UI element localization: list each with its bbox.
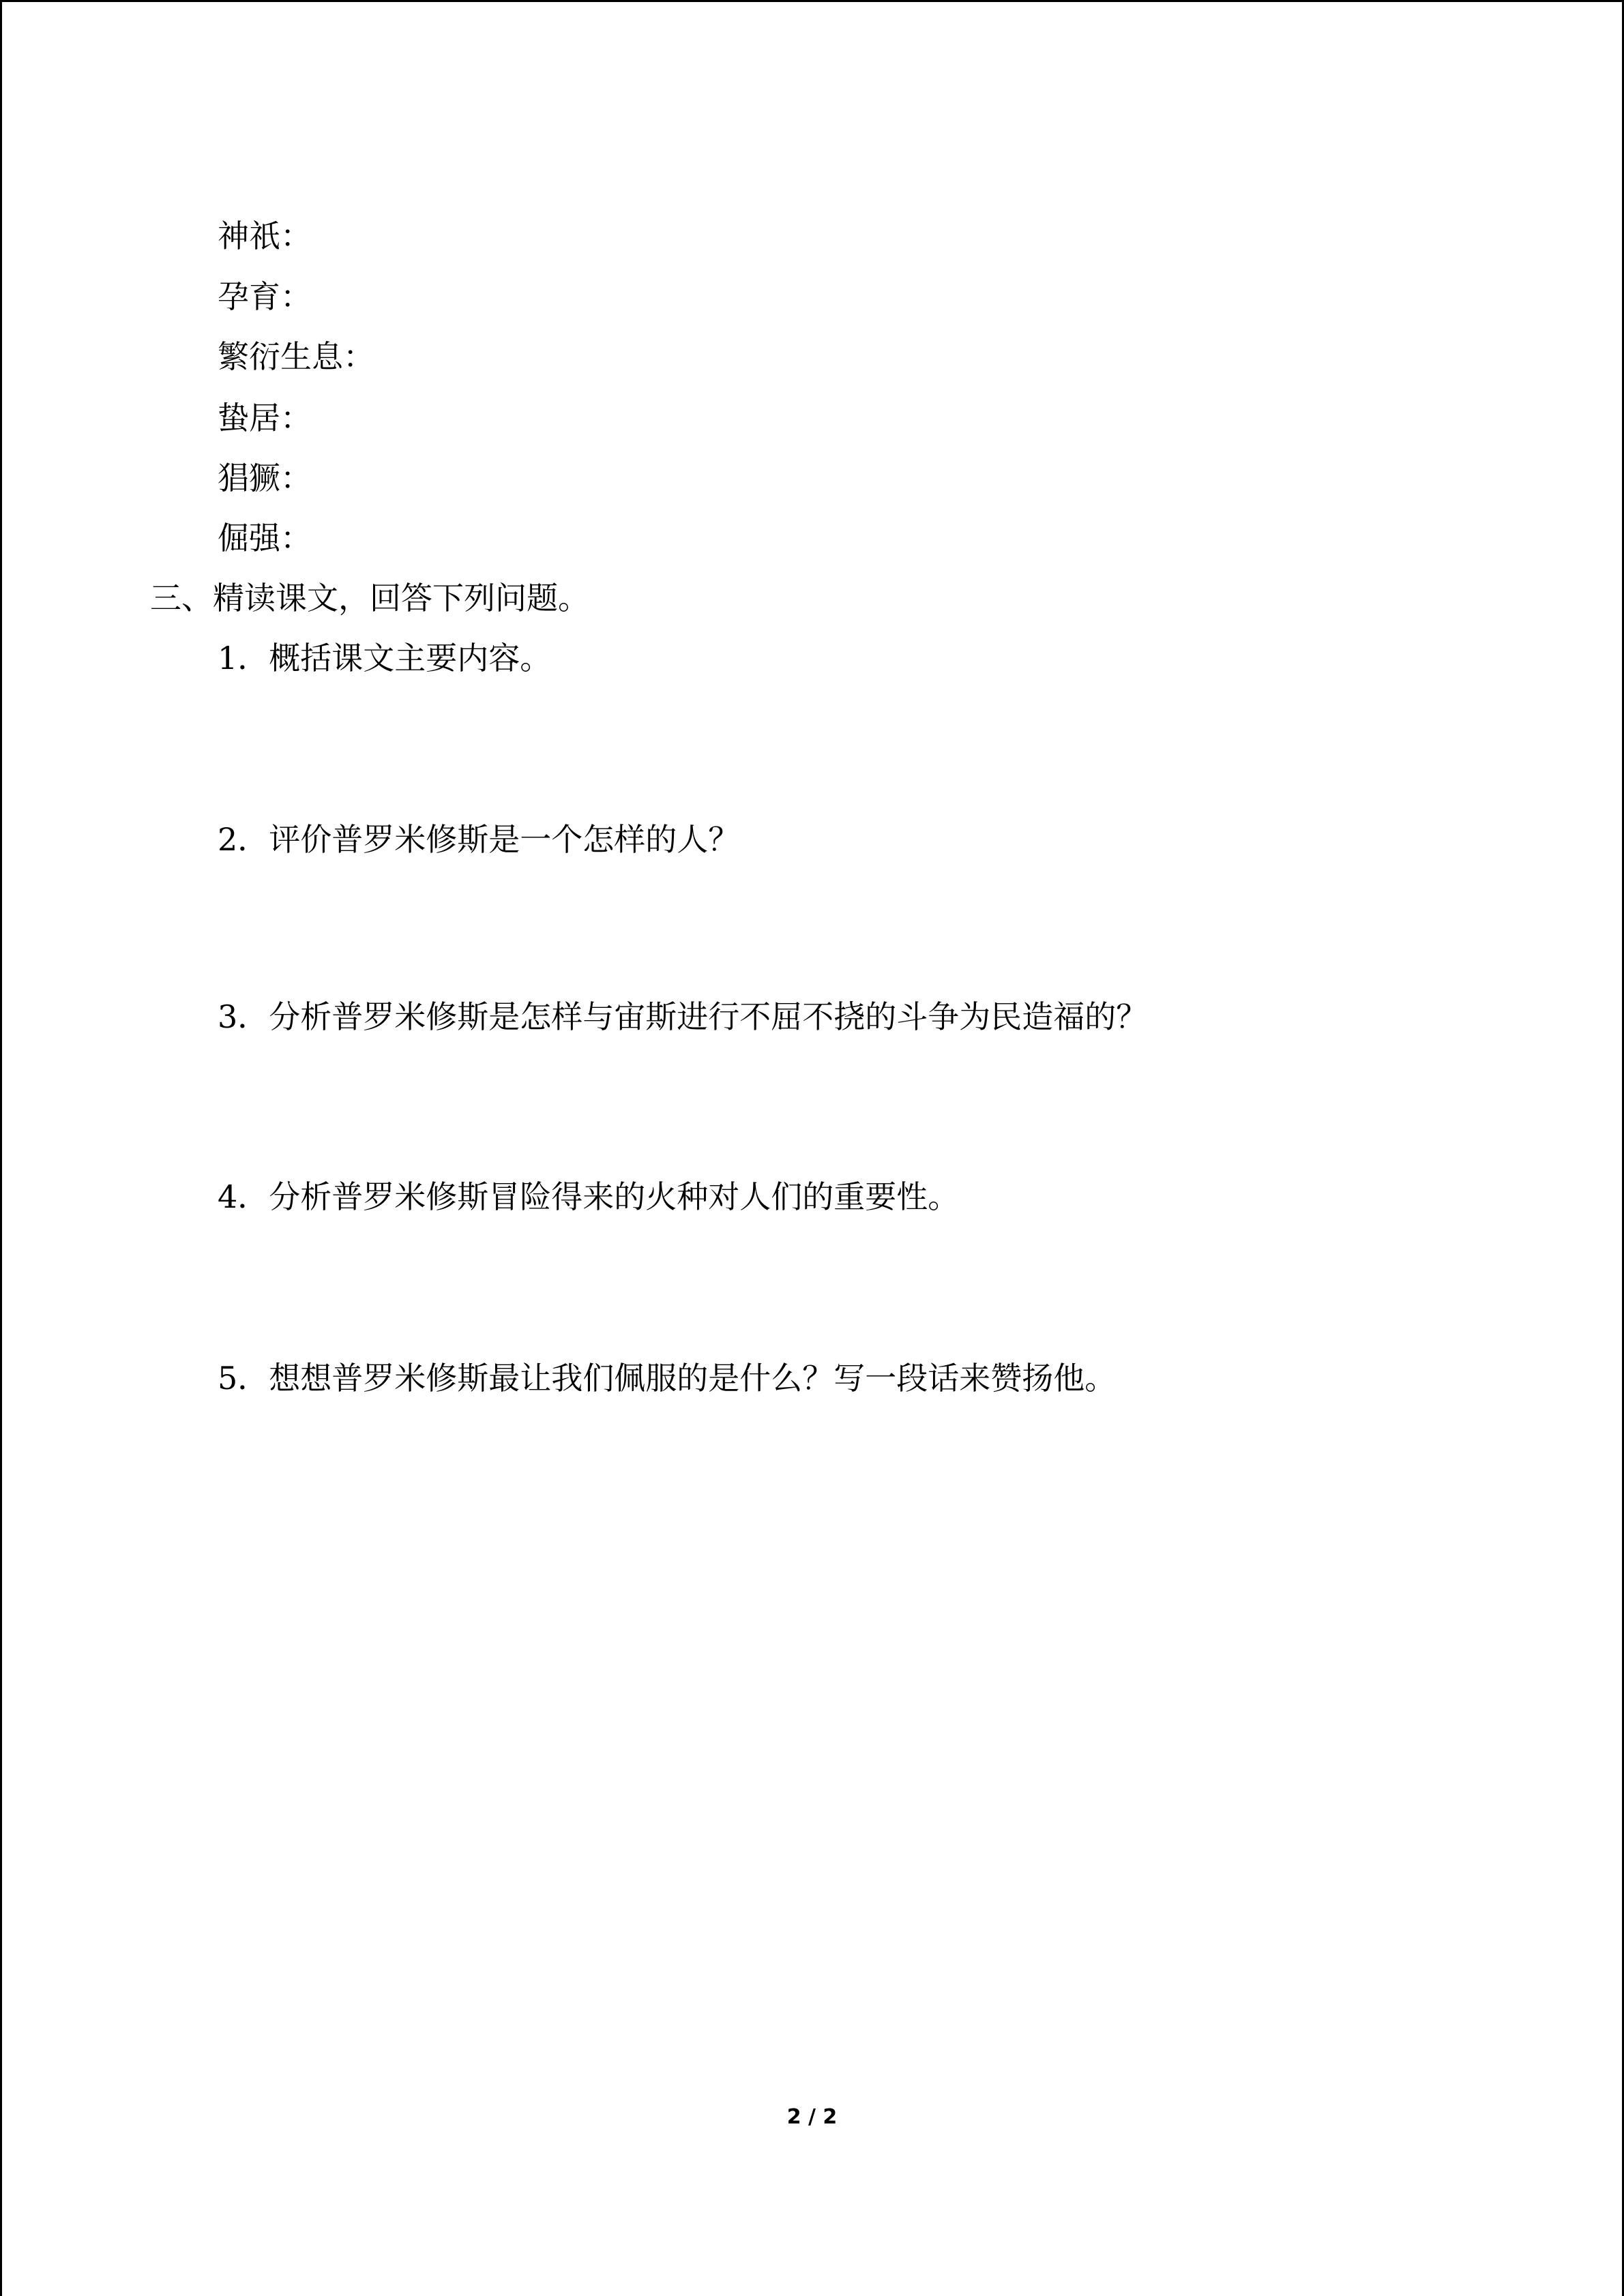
section-heading: 三、精读课文，回答下列问题。 [150, 580, 589, 616]
question-4: 4．分析普罗米修斯冒险得来的火种对人们的重要性。 [218, 1178, 960, 1215]
vocab-item-juejiang: 倔强： [218, 520, 312, 556]
question-1: 1．概括课文主要内容。 [218, 640, 552, 676]
question-2: 2．评价普罗米修斯是一个怎样的人？ [218, 821, 740, 858]
page-number: 2 / 2 [786, 2105, 838, 2129]
vocab-item-fanyanshengxi: 繁衍生息： [218, 338, 374, 375]
question-3: 3．分析普罗米修斯是怎样与宙斯进行不屈不挠的斗争为民造福的？ [218, 998, 1148, 1035]
vocab-item-zheju: 蛰居： [218, 400, 312, 436]
question-5: 5．想想普罗米修斯最让我们佩服的是什么？写一段话来赞扬他。 [218, 1360, 1117, 1397]
vocab-item-shenqi: 神祇： [218, 218, 312, 254]
vocab-item-yunyu: 孕育： [218, 278, 312, 315]
vocab-item-changjue: 猖獗： [218, 460, 312, 496]
